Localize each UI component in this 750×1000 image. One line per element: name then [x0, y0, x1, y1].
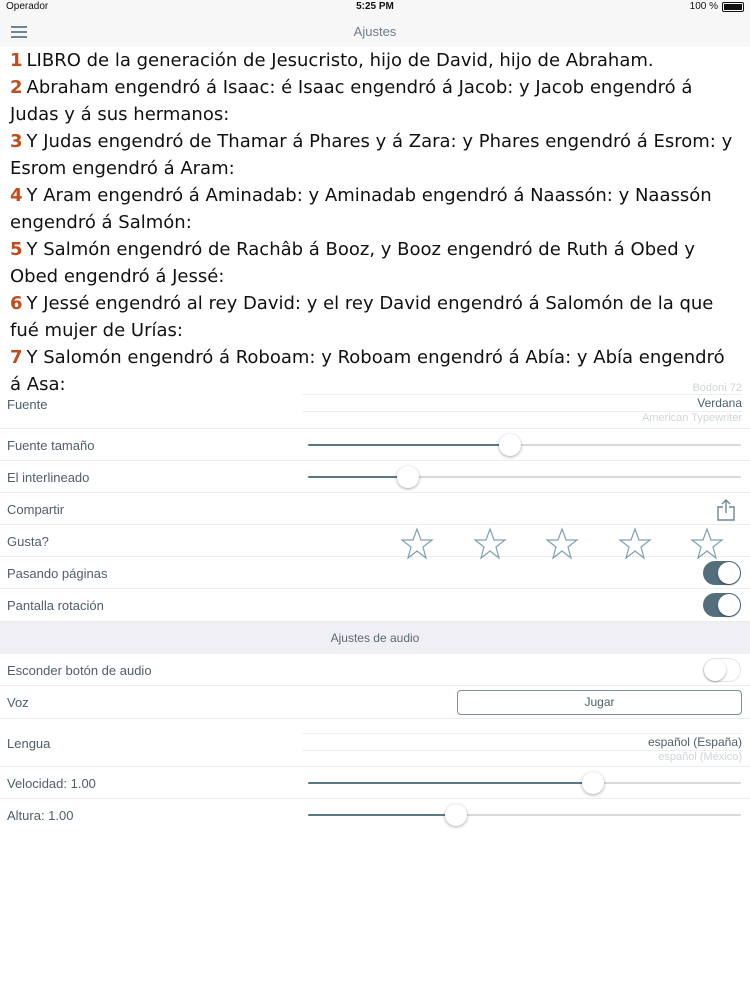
setting-rating	[0, 525, 750, 557]
verse-number: 2	[10, 77, 23, 98]
verse-text: LIBRO de la generación de Jesucristo, hijo de David, hijo de Abraham.	[26, 50, 654, 71]
page-turning-toggle[interactable]	[703, 561, 741, 585]
verse-text: Y Salmón engendró de Rachâb á Booz, y Booz engendró de Ruth á Obed y Obed engendró á Jessé:	[10, 239, 696, 287]
line-spacing-label: El interlineado	[7, 470, 90, 485]
verse	[10, 128, 740, 182]
slider-thumb[interactable]	[445, 804, 467, 826]
slider-fill	[308, 814, 456, 816]
hide-audio-button-toggle[interactable]	[703, 658, 741, 682]
slider-thumb[interactable]	[499, 434, 521, 456]
font-option-below[interactable]: American Typewriter	[641, 412, 742, 424]
setting-share[interactable]	[0, 493, 750, 525]
font-picker[interactable]	[302, 382, 742, 424]
verse-text: Abraham engendró á Isaac: é Isaac engendró á Jacob: y Jacob engendró á Judas y á sus hermanos:	[10, 77, 693, 125]
verse-number: 5	[10, 239, 23, 260]
setting-screen-rotation	[0, 589, 750, 622]
setting-pitch	[0, 799, 750, 831]
verse	[10, 74, 740, 128]
hide-audio-button-label: Esconder botón de audio	[7, 663, 152, 678]
verse-number: 3	[10, 131, 23, 152]
setting-page-turning	[0, 557, 750, 589]
verse-text: Y Salomón engendró á Roboam: y Roboam engendró á Abía: y Abía engendró á Asa:	[10, 347, 725, 395]
verse-text: Y Jessé engendró al rey David: y el rey David engendró á Salomón de la que fué mujer de Urías:	[10, 293, 714, 341]
slider-fill	[308, 476, 408, 478]
verse	[10, 47, 740, 74]
battery-indicator	[690, 1, 744, 12]
setting-language	[0, 719, 750, 767]
rating-stars	[400, 527, 742, 559]
screen-rotation-toggle[interactable]	[703, 593, 741, 617]
speed-label: Velocidad: 1.00	[7, 776, 96, 791]
setting-line-spacing	[0, 461, 750, 493]
play-voice-button[interactable]: Jugar	[457, 690, 742, 715]
slider-thumb[interactable]	[397, 466, 419, 488]
language-option-selected[interactable]: español (España)	[302, 733, 742, 751]
slider-thumb[interactable]	[582, 772, 604, 794]
verse-number: 7	[10, 347, 23, 368]
slider-fill	[308, 782, 593, 784]
slider-fill	[308, 444, 510, 446]
setting-font	[0, 380, 750, 429]
rating-label: Gusta?	[7, 534, 49, 549]
font-size-label: Fuente tamaño	[7, 438, 95, 453]
star-icon[interactable]	[400, 527, 434, 561]
share-icon[interactable]	[716, 498, 736, 522]
font-size-slider[interactable]	[308, 433, 741, 457]
verse	[10, 236, 740, 290]
voice-label: Voz	[7, 695, 29, 710]
share-label: Compartir	[7, 502, 65, 517]
status-bar	[0, 0, 750, 15]
page-turning-label: Pasando páginas	[7, 566, 108, 581]
carrier-label: Operador	[6, 1, 49, 12]
navigation-bar	[0, 15, 750, 47]
verse	[10, 290, 740, 344]
audio-section-header: Ajustes de audio	[0, 622, 750, 654]
star-icon[interactable]	[473, 527, 507, 561]
clock: 5:25 PM	[356, 1, 394, 12]
setting-speed	[0, 767, 750, 799]
verse-number: 1	[10, 50, 23, 71]
setting-voice	[0, 686, 750, 719]
verse-number: 6	[10, 293, 23, 314]
verse-text: Y Judas engendró de Thamar á Phares y á Zara: y Phares engendró á Esrom: y Esrom engendró á Aram:	[10, 131, 733, 179]
speed-slider[interactable]	[308, 771, 741, 795]
star-icon[interactable]	[690, 527, 724, 561]
language-label: Lengua	[7, 736, 51, 751]
setting-font-size	[0, 429, 750, 461]
screen-rotation-label: Pantalla rotación	[7, 598, 104, 613]
pitch-slider[interactable]	[308, 803, 741, 827]
font-label: Fuente	[7, 397, 48, 412]
language-option-below[interactable]: español (México)	[658, 751, 742, 763]
page-title: Ajustes	[353, 24, 397, 39]
language-picker[interactable]	[302, 733, 742, 763]
verse-text: Y Aram engendró á Aminadab: y Aminadab engendró á Naassón: y Naassón engendró á Salmón:	[10, 185, 712, 233]
setting-hide-audio-button	[0, 654, 750, 686]
battery-icon	[722, 2, 744, 12]
font-option-above[interactable]: Bodoni 72	[692, 382, 742, 394]
line-spacing-slider[interactable]	[308, 465, 741, 489]
verse	[10, 182, 740, 236]
pitch-label: Altura: 1.00	[7, 808, 74, 823]
font-option-selected[interactable]: Verdana	[302, 394, 742, 412]
star-icon[interactable]	[545, 527, 579, 561]
verse-number: 4	[10, 185, 23, 206]
star-icon[interactable]	[618, 527, 652, 561]
battery-percent: 100 %	[689, 1, 718, 12]
